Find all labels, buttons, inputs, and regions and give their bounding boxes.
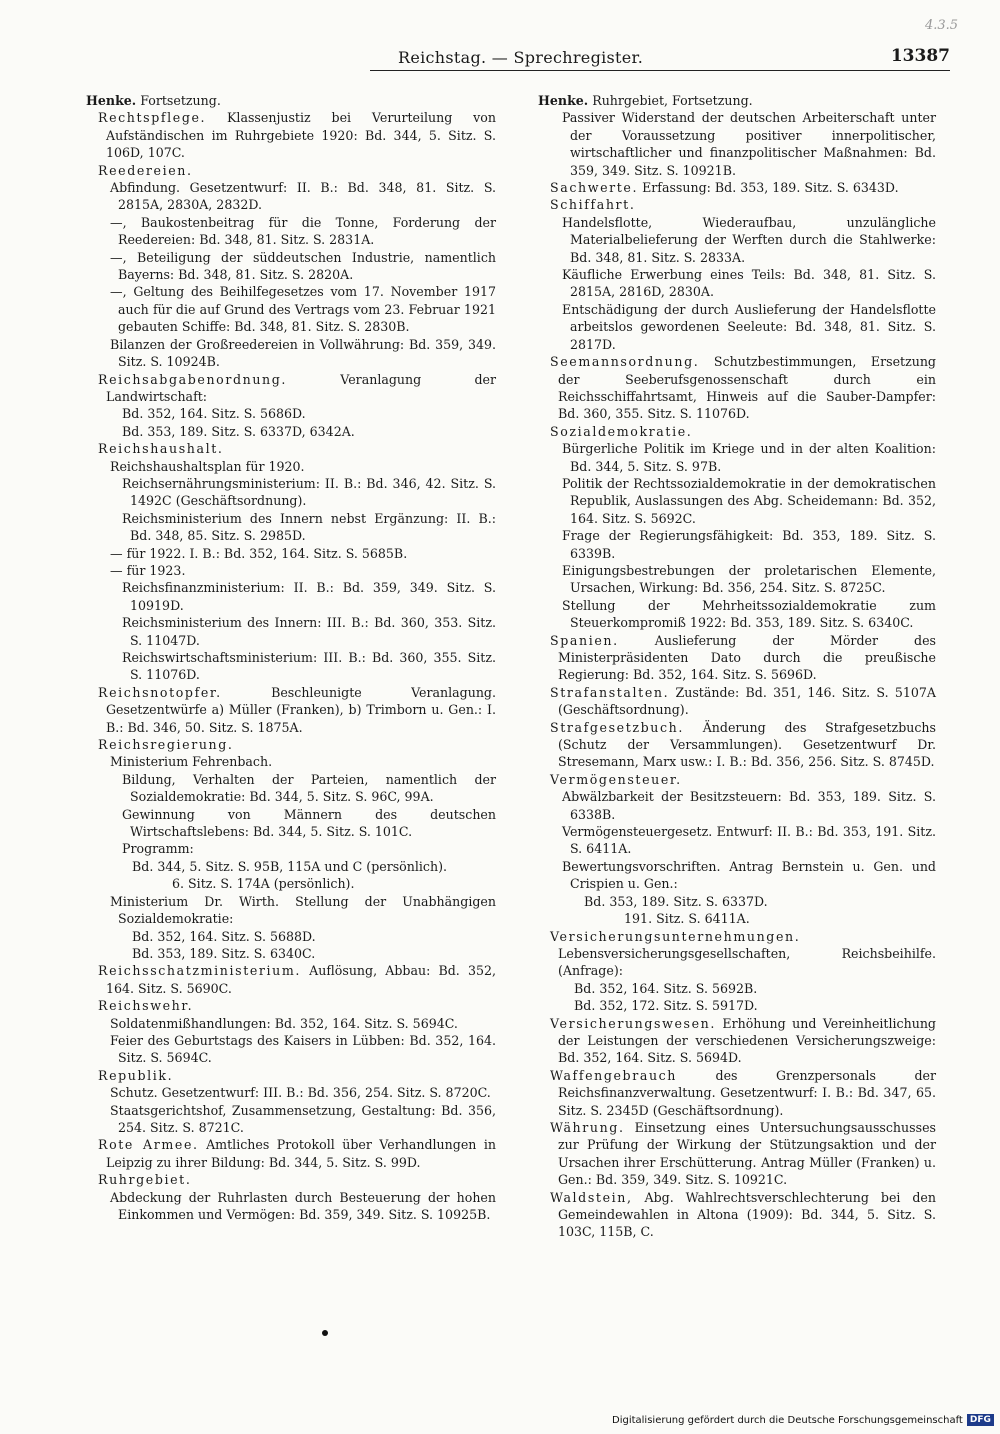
index-entry: Henke. Fortsetzung.: [86, 93, 221, 108]
index-entry: Bd. 352, 172. Sitz. S. 5917D.: [574, 998, 758, 1014]
index-entry: Sachwerte. Erfassung: Bd. 353, 189. Sitz. S. 6343D.: [550, 180, 899, 196]
running-title: Reichstag. — Sprechregister.: [398, 48, 644, 67]
index-entry: Henke. Ruhrgebiet, Fortsetzung.: [538, 93, 753, 108]
index-entry: Abfindung. Gesetzentwurf: II. B.: Bd. 348, 81. Sitz. S. 2815A, 2830A, 2832D.: [110, 180, 496, 213]
index-entry: Bd. 352, 164. Sitz. S. 5692B.: [574, 980, 758, 996]
index-entry: Vermögensteuer.: [550, 771, 682, 787]
index-entry: Reichsnotopfer. Beschleunigte Veranlagung. Gesetzentwürfe a) Müller (Franken), b) Trimborn u. Gen.: I. B.: Bd. 346, 50. Sitz. S. 1875A.: [98, 684, 496, 735]
index-entry: Staatsgerichtshof, Zusammensetzung, Gestaltung: Bd. 356, 254. Sitz. S. 8721C.: [110, 1102, 496, 1135]
dfg-logo: DFG: [967, 1414, 994, 1426]
index-entry: Schutz. Gesetzentwurf: III. B.: Bd. 356, 254. Sitz. S. 8720C.: [110, 1085, 491, 1101]
index-entry: Reichswehr.: [98, 998, 194, 1014]
index-entry: Reichsministerium des Innern: III. B.: Bd. 360, 353. Sitz. S. 11047D.: [122, 615, 496, 648]
index-entry: Reichsabgabenordnung. Veranlagung der Landwirtschaft:: [98, 371, 496, 404]
page-header: [370, 46, 950, 72]
page-number: 13387: [890, 46, 950, 66]
index-entry: Reichswirtschaftsministerium: III. B.: Bd. 360, 355. Sitz. S. 11076D.: [122, 650, 496, 683]
index-entry: Strafgesetzbuch. Änderung des Strafgesetzbuchs (Schutz der Versammlungen). Gesetzentwurf Dr. Stresemann, Marx usw.: I. B.: Bd. 356, 256. Sitz. S. 8745D.: [550, 719, 936, 770]
right-column: [538, 92, 936, 1241]
index-entry: Sozialdemokratie.: [550, 423, 693, 439]
index-entry: Gewinnung von Männern des deutschen Wirtschaftslebens: Bd. 344, 5. Sitz. S. 101C.: [122, 806, 496, 840]
index-entry: Bürgerliche Politik im Kriege und in der alten Koalition: Bd. 344, 5. Sitz. S. 97B.: [562, 441, 936, 474]
index-entry: Bd. 352, 164. Sitz. S. 5688D.: [132, 928, 316, 944]
handwritten-scribble: 4.3.5: [925, 18, 959, 33]
index-entry: Reichshaushaltsplan für 1920.: [110, 458, 305, 474]
index-entry: Schiffahrt.: [550, 197, 636, 213]
index-entry: Bd. 353, 189. Sitz. S. 6337D.: [584, 893, 768, 909]
index-entry: Bilanzen der Großreedereien in Vollwährung: Bd. 359, 349. Sitz. S. 10924B.: [110, 336, 496, 370]
index-entry: — für 1923.: [110, 562, 186, 578]
index-entry: Bd. 353, 189. Sitz. S. 6337D, 6342A.: [122, 423, 355, 439]
left-column: [86, 92, 496, 1223]
index-entry: Abwälzbarkeit der Besitzsteuern: Bd. 353, 189. Sitz. S. 6338B.: [562, 789, 936, 822]
index-entry: Ruhrgebiet.: [98, 1172, 192, 1188]
index-entry: Seemannsordnung. Schutzbestimmungen, Ersetzung der Seeberufsgenossenschaft durch ein Reichsschiffahrtsamt, Hinweis auf die Sauber-Dampfer: Bd. 360, 355. Sitz. S. 11076D.: [550, 354, 936, 422]
index-entry: Soldatenmißhandlungen: Bd. 352, 164. Sitz. S. 5694C.: [110, 1015, 458, 1031]
ink-dot: [322, 1330, 328, 1336]
index-entry: Bd. 352, 164. Sitz. S. 5686D.: [122, 406, 306, 422]
index-entry: Reichsfinanzministerium: II. B.: Bd. 359, 349. Sitz. S. 10919D.: [122, 580, 496, 613]
index-entry: Reichsernährungsministerium: II. B.: Bd. 346, 42. Sitz. S. 1492C (Geschäftsordnung).: [122, 475, 496, 509]
index-entry: Programm:: [122, 841, 194, 857]
index-entry: Stellung der Mehrheitssozialdemokratie zum Steuerkompromiß 1922: Bd. 353, 189. Sitz. S. 6340C.: [562, 597, 936, 631]
index-entry: Abdeckung der Ruhrlasten durch Besteuerung der hohen Einkommen und Vermögen: Bd. 359, 349. Sitz. S. 10925B.: [110, 1189, 496, 1222]
index-entry: Waldstein, Abg. Wahlrechtsverschlechterung bei den Gemeindewahlen in Altona (1909): Bd. 344, 5. Sitz. S. 103C, 115B, C.: [550, 1189, 936, 1240]
index-entry: Handelsflotte, Wiederaufbau, unzulängliche Materialbelieferung der Werften durch die Stahlwerke: Bd. 348, 81. Sitz. S. 2833A.: [562, 214, 936, 265]
index-entry: Ministerium Dr. Wirth. Stellung der Unabhängigen Sozialdemokratie:: [110, 893, 496, 927]
index-entry: Ministerium Fehrenbach.: [110, 754, 273, 770]
index-entry: Vermögensteuergesetz. Entwurf: II. B.: Bd. 353, 191. Sitz. S. 6411A.: [562, 824, 936, 857]
index-entry: 6. Sitz. S. 174A (persönlich).: [132, 876, 355, 892]
footer-credit: [612, 1414, 994, 1426]
index-entry: Einigungsbestrebungen der proletarischen Elemente, Ursachen, Wirkung: Bd. 356, 254. Sitz. S. 8725C.: [562, 562, 936, 596]
index-entry: Frage der Regierungsfähigkeit: Bd. 353, 189. Sitz. S. 6339B.: [562, 528, 936, 561]
index-entry: Bd. 353, 189. Sitz. S. 6340C.: [132, 945, 316, 961]
index-entry: Passiver Widerstand der deutschen Arbeiterschaft unter der Voraussetzung positiver innerpolitischer, wirtschaftlicher und finanzpolitischer Maßnahmen: Bd. 359, 349. Sitz. S. 10921B.: [562, 110, 936, 178]
index-entry: Entschädigung der durch Auslieferung der Handelsflotte arbeitslos gewordenen Seeleute: Bd. 348, 81. Sitz. S. 2817D.: [562, 301, 936, 352]
index-entry: 191. Sitz. S. 6411A.: [584, 911, 750, 927]
index-entry: Bd. 344, 5. Sitz. S. 95B, 115A und C (persönlich).: [132, 858, 448, 874]
header-rule: [370, 70, 950, 71]
index-entry: Politik der Rechtssozialdemokratie in der demokratischen Republik, Auslassungen des Abg. Scheidemann: Bd. 352, 164. Sitz. S. 5692C.: [562, 475, 936, 526]
index-entry: — für 1922. I. B.: Bd. 352, 164. Sitz. S. 5685B.: [110, 545, 408, 561]
index-entry: Reedereien.: [98, 162, 193, 178]
index-entry: Versicherungsunternehmungen. Lebensversicherungsgesellschaften, Reichsbeihilfe. (Anfrage):: [550, 928, 936, 979]
index-entry: Rote Armee. Amtliches Protokoll über Verhandlungen in Leipzig zu ihrer Bildung: Bd. 344, 5. Sitz. S. 99D.: [98, 1137, 496, 1170]
index-entry: Reichsschatzministerium. Auflösung, Abbau: Bd. 352, 164. Sitz. S. 5690C.: [98, 963, 496, 996]
index-entry: Reichsregierung.: [98, 737, 234, 753]
index-entry: Währung. Einsetzung eines Untersuchungsausschusses zur Prüfung der Wirkung der Stützungsaktion und der Ursachen ihrer Erschütterung. Antrag Müller (Franken) u. Gen.: Bd. 359, 349. Sitz. S. 10921C.: [550, 1119, 936, 1188]
index-entry: Strafanstalten. Zustände: Bd. 351, 146. Sitz. S. 5107A (Geschäftsordnung).: [550, 684, 936, 718]
index-entry: Reichsministerium des Innern nebst Ergänzung: II. B.: Bd. 348, 85. Sitz. S. 2985D.: [122, 510, 496, 544]
index-entry: Rechtspflege. Klassenjustiz bei Verurteilung von Aufständischen im Ruhrgebiete 1920: Bd. 344, 5. Sitz. S. 106D, 107C.: [98, 110, 496, 161]
footer-text: Digitalisierung gefördert durch die Deutsche Forschungsgemeinschaft: [612, 1415, 963, 1426]
index-entry: —, Geltung des Beihilfegesetzes vom 17. November 1917 auch für die auf Grund des Vertrags vom 23. Februar 1921 gebauten Schiffe: Bd. 348, 81. Sitz. S. 2830B.: [110, 284, 496, 335]
index-entry: —, Baukostenbeitrag für die Tonne, Forderung der Reedereien: Bd. 348, 81. Sitz. S. 2831A.: [110, 214, 496, 248]
index-entry: Bewertungsvorschriften. Antrag Bernstein u. Gen. und Crispien u. Gen.:: [562, 858, 936, 892]
index-entry: Spanien. Auslieferung der Mörder des Ministerpräsidenten Dato durch die preußische Regierung: Bd. 352, 164. Sitz. S. 5696D.: [550, 632, 936, 683]
index-entry: Käufliche Erwerbung eines Teils: Bd. 348, 81. Sitz. S. 2815A, 2816D, 2830A.: [562, 267, 936, 300]
index-entry: Bildung, Verhalten der Parteien, namentlich der Sozialdemokratie: Bd. 344, 5. Sitz. S. 96C, 99A.: [122, 771, 496, 805]
index-entry: Versicherungswesen. Erhöhung und Vereinheitlichung der Leistungen der verschiedenen Versicherungszweige: Bd. 352, 164. Sitz. S. 5694D.: [550, 1015, 936, 1066]
index-entry: Reichshaushalt.: [98, 441, 224, 457]
index-entry: Feier des Geburtstags des Kaisers in Lübben: Bd. 352, 164. Sitz. S. 5694C.: [110, 1032, 496, 1066]
index-entry: —, Beteiligung der süddeutschen Industrie, namentlich Bayerns: Bd. 348, 81. Sitz. S. 2820A.: [110, 249, 496, 283]
index-entry: Republik.: [98, 1067, 174, 1083]
index-entry: Waffengebrauch des Grenzpersonals der Reichsfinanzverwaltung. Gesetzentwurf: I. B.: Bd. 347, 65. Sitz. S. 2345D (Geschäftsordnung).: [550, 1067, 936, 1118]
